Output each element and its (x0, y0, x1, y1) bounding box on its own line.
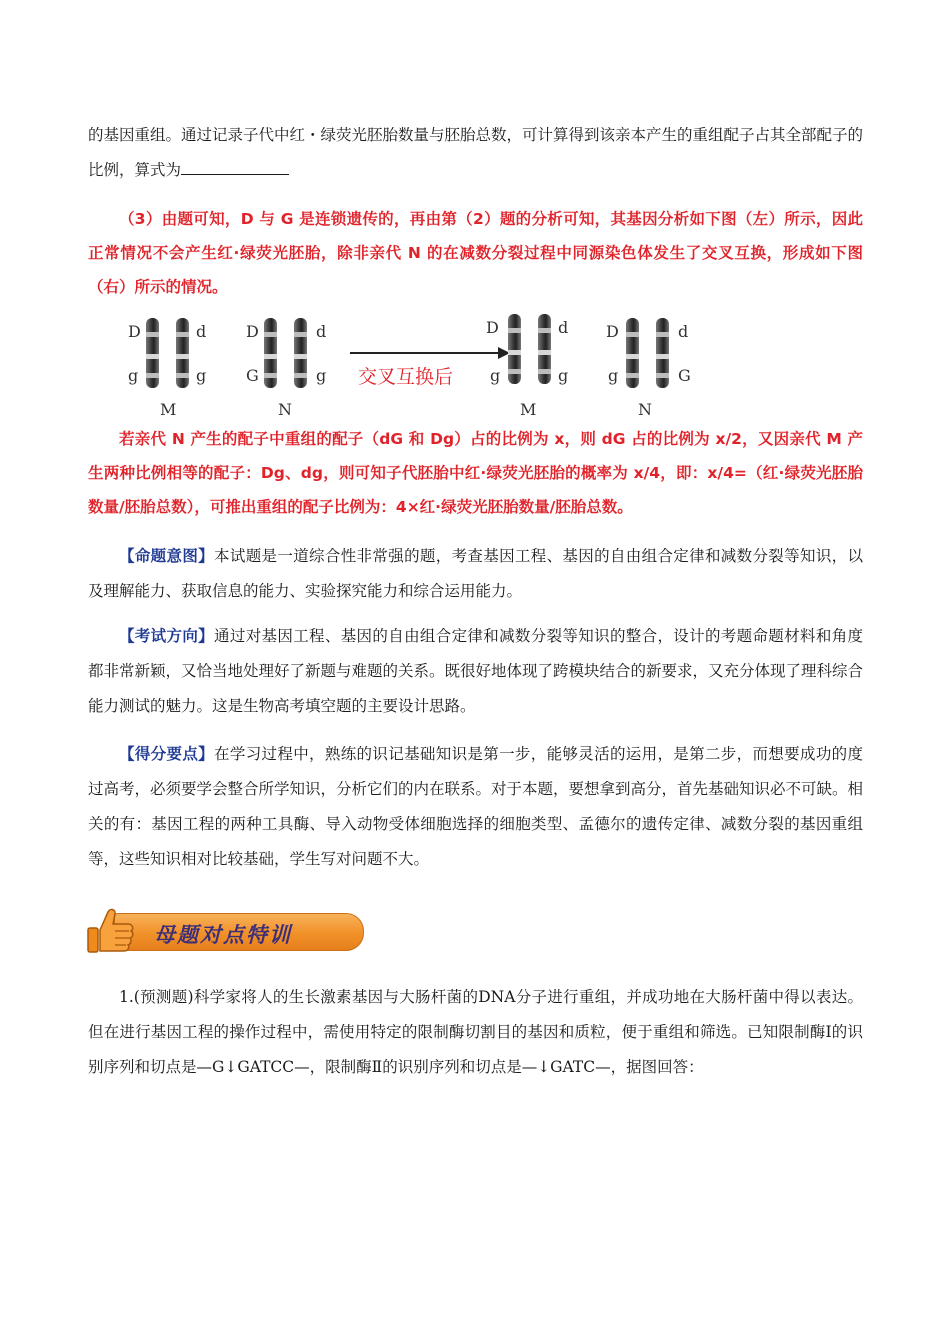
paragraph-recombination (88, 118, 863, 188)
answer-blank (181, 156, 289, 175)
direction-tag: 【考试方向】 (119, 626, 215, 645)
chromosome (656, 318, 669, 388)
gene-label: g (490, 366, 501, 385)
gene-label: d (196, 322, 207, 341)
arrow-line (350, 352, 500, 354)
chromosome (538, 314, 551, 384)
chromosome (264, 318, 277, 388)
keypoints-tag: 【得分要点】 (119, 744, 215, 763)
gene-label: D (486, 318, 499, 337)
parent-label: M (520, 400, 537, 419)
section-direction (88, 618, 863, 724)
section-intent (88, 538, 863, 609)
intent-text: 本试题是一道综合性非常强的题，考查基因工程、基因的自由组合定律和减数分裂等知识，以及理解能力、获取信息的能力、实验探究能力和综合运用能力。 (88, 547, 863, 600)
gene-label: G (246, 366, 259, 385)
gene-label: g (558, 366, 569, 385)
direction-text: 通过对基因工程、基因的自由组合定律和减数分裂等知识的整合，设计的考题命题材料和角度都非常新颖，又恰当地处理好了新题与难题的关系。既很好地体现了跨模块结合的新要求，又充分体现了理科综合能力测试的魅力。这是生物高考填空题的主要设计思路。 (88, 627, 864, 715)
gene-label: G (678, 366, 691, 385)
chromosome (176, 318, 189, 388)
chromosome (508, 314, 521, 384)
chromosome (626, 318, 639, 388)
chromosome (146, 318, 159, 388)
parent-label: N (638, 400, 652, 419)
answer-explanation-ratio: 若亲代 N 产生的配子中重组的配子（dG 和 Dg）占的比例为 x，则 dG 占的比例为 x/2，又因亲代 M 产生两种比例相等的配子：Dg、dg，则可知子代胚胎中红·绿荧光胚胎的概率为 x/4，即：x/4=（红·绿荧光胚胎数量/胚胎总数），可推出重组的配子比例为：4×红·绿荧光胚胎数量/胚胎总数。 (88, 430, 863, 516)
gene-label: g (316, 366, 327, 385)
gene-label: g (128, 366, 139, 385)
gene-label: d (558, 318, 569, 337)
gene-label: d (316, 322, 327, 341)
intent-tag: 【命题意图】 (119, 546, 215, 565)
gene-label: D (606, 322, 619, 341)
arrow-label: 交叉互换后 (358, 366, 454, 388)
banner-title: 母题对点特训 (154, 923, 292, 947)
section-keypoints (88, 736, 863, 877)
question-1: 1.(预测题)科学家将人的生长激素基因与大肠杆菌的DNA分子进行重组，并成功地在大肠杆菌中得以表达。但在进行基因工程的操作过程中，需使用特定的限制酶切割目的基因和质粒，便于重组和筛选。已知限制酶Ⅰ的识别序列和切点是—G↓GATCC—，限制酶Ⅱ的识别序列和切点是—↓GATC—，据图回答： (88, 988, 863, 1076)
gene-label: D (128, 322, 141, 341)
gene-label: g (608, 366, 619, 385)
paragraph-text: 的基因重组。通过记录子代中红・绿荧光胚胎数量与胚胎总数，可计算得到该亲本产生的重组配子占其全部配子的比例，算式为 (88, 126, 864, 179)
gene-label: D (246, 322, 259, 341)
chromosome-figure (118, 308, 718, 426)
gene-label: d (678, 322, 689, 341)
parent-label: N (278, 400, 292, 419)
section-banner (84, 904, 364, 956)
gene-label: g (196, 366, 207, 385)
parent-label: M (160, 400, 177, 419)
answer-explanation-3: （3）由题可知，D 与 G 是连锁遗传的，再由第（2）题的分析可知，其基因分析如下图（左）所示，因此正常情况不会产生红·绿荧光胚胎，除非亲代 N 的在减数分裂过程中同源染色体发生了交叉互换，形成如下图（右）所示的情况。 (88, 210, 863, 296)
keypoints-text: 在学习过程中，熟练的识记基础知识是第一步，能够灵活的运用，是第二步，而想要成功的度过高考，必须要学会整合所学知识，分析它们的内在联系。对于本题，要想拿到高分，首先基础知识必不可缺。相关的有：基因工程的两种工具酶、导入动物受体细胞选择的细胞类型、孟德尔的遗传定律、减数分裂的基因重组等，这些知识相对比较基础，学生写对问题不大。 (88, 745, 864, 868)
thumbs-up-icon (84, 904, 138, 956)
chromosome (294, 318, 307, 388)
